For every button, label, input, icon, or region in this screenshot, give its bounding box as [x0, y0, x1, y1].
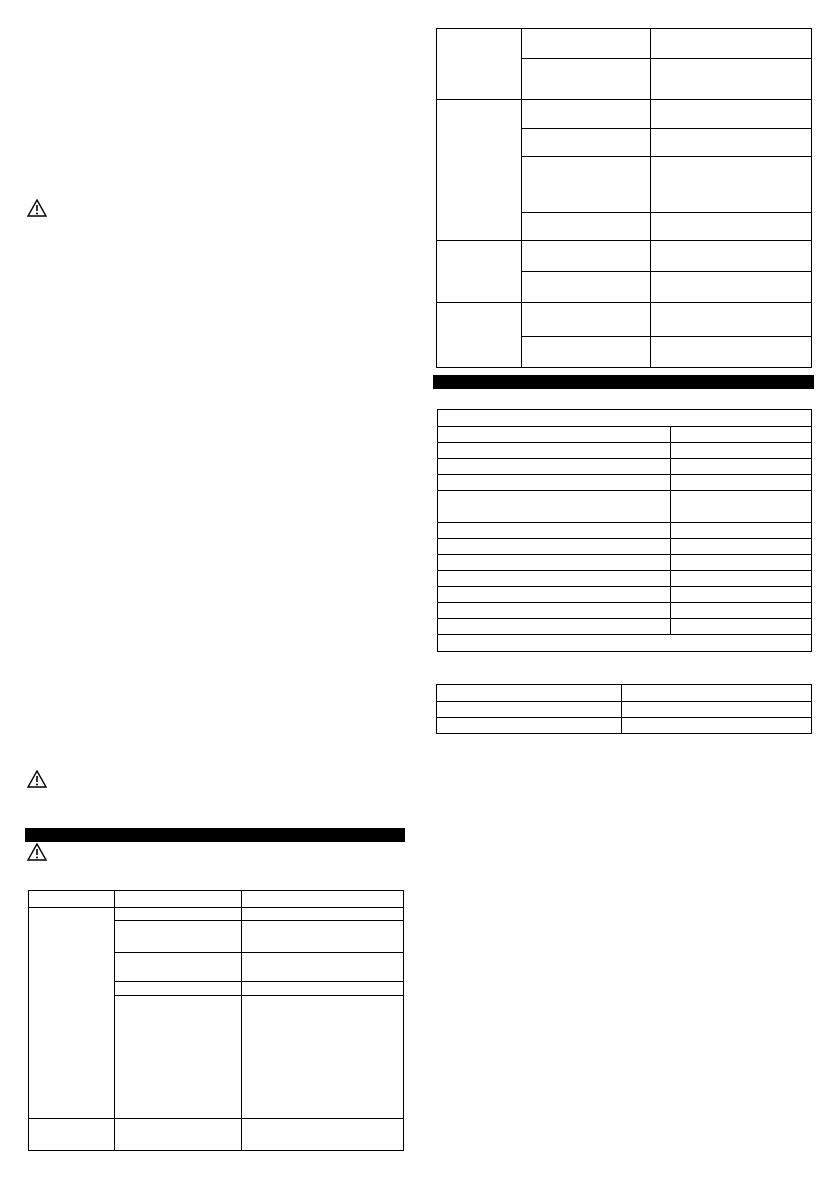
info-table [436, 684, 812, 734]
table-cell [651, 272, 812, 303]
table-cell [651, 29, 812, 59]
table-cell [522, 303, 651, 337]
table-cell [522, 129, 651, 157]
table-cell [651, 241, 812, 272]
table-cell [651, 157, 812, 213]
section-heading-bar [433, 375, 814, 389]
table-header-cell [115, 891, 242, 908]
table-cell [522, 213, 651, 241]
table-header-cell [438, 410, 812, 427]
table-cell [438, 523, 671, 539]
table-cell [671, 539, 812, 555]
table-cell [438, 475, 671, 491]
table-cell [522, 157, 651, 213]
table-cell [438, 603, 671, 619]
table-cell [522, 59, 651, 100]
table-cell [437, 100, 522, 241]
table-cell [437, 685, 622, 702]
table-cell [622, 685, 812, 702]
table-cell [242, 908, 404, 921]
table-cell [437, 303, 522, 368]
troubleshooting-table-right [436, 28, 812, 368]
table-cell [522, 337, 651, 368]
table-cell [242, 921, 404, 953]
table-cell [522, 272, 651, 303]
table-header-cell [242, 891, 404, 908]
troubleshooting-table-left [28, 890, 404, 1151]
table-cell [438, 619, 671, 635]
table-cell [438, 571, 671, 587]
table-cell [437, 718, 622, 734]
table-cell [242, 996, 404, 1119]
warning-icon [27, 843, 47, 861]
table-cell [671, 571, 812, 587]
table-cell [115, 1119, 242, 1151]
table-cell [651, 100, 812, 129]
table-cell [437, 29, 522, 100]
table-cell [438, 587, 671, 603]
section-heading-bar [25, 828, 405, 842]
table-cell [622, 702, 812, 718]
warning-icon [27, 199, 47, 217]
table-cell [522, 29, 651, 59]
table-cell [115, 921, 242, 953]
table-cell [671, 619, 812, 635]
table-cell [437, 241, 522, 303]
table-cell [437, 702, 622, 718]
table-cell [671, 523, 812, 539]
table-cell [242, 953, 404, 982]
table-cell [438, 459, 671, 475]
table-cell [671, 491, 812, 523]
table-cell [438, 491, 671, 523]
table-cell [242, 982, 404, 996]
specifications-table [437, 409, 812, 652]
table-cell [438, 443, 671, 459]
table-cell [242, 1119, 404, 1151]
table-cell [671, 587, 812, 603]
table-cell [115, 908, 242, 921]
warning-icon [27, 770, 47, 788]
table-cell [651, 59, 812, 100]
table-cell [115, 996, 242, 1119]
table-cell [522, 100, 651, 129]
table-cell [622, 718, 812, 734]
table-cell [671, 475, 812, 491]
table-cell [438, 427, 671, 443]
table-cell [115, 982, 242, 996]
table-cell [671, 555, 812, 571]
table-cell [438, 555, 671, 571]
table-cell [671, 459, 812, 475]
table-cell [29, 908, 115, 1119]
table-cell [671, 427, 812, 443]
table-cell [438, 539, 671, 555]
table-cell [651, 213, 812, 241]
table-cell [29, 1119, 115, 1151]
table-cell [651, 129, 812, 157]
table-header-cell [29, 891, 115, 908]
table-footer-cell [438, 635, 812, 652]
table-cell [522, 241, 651, 272]
table-cell [651, 337, 812, 368]
table-cell [651, 303, 812, 337]
table-cell [671, 443, 812, 459]
table-cell [671, 603, 812, 619]
table-cell [115, 953, 242, 982]
